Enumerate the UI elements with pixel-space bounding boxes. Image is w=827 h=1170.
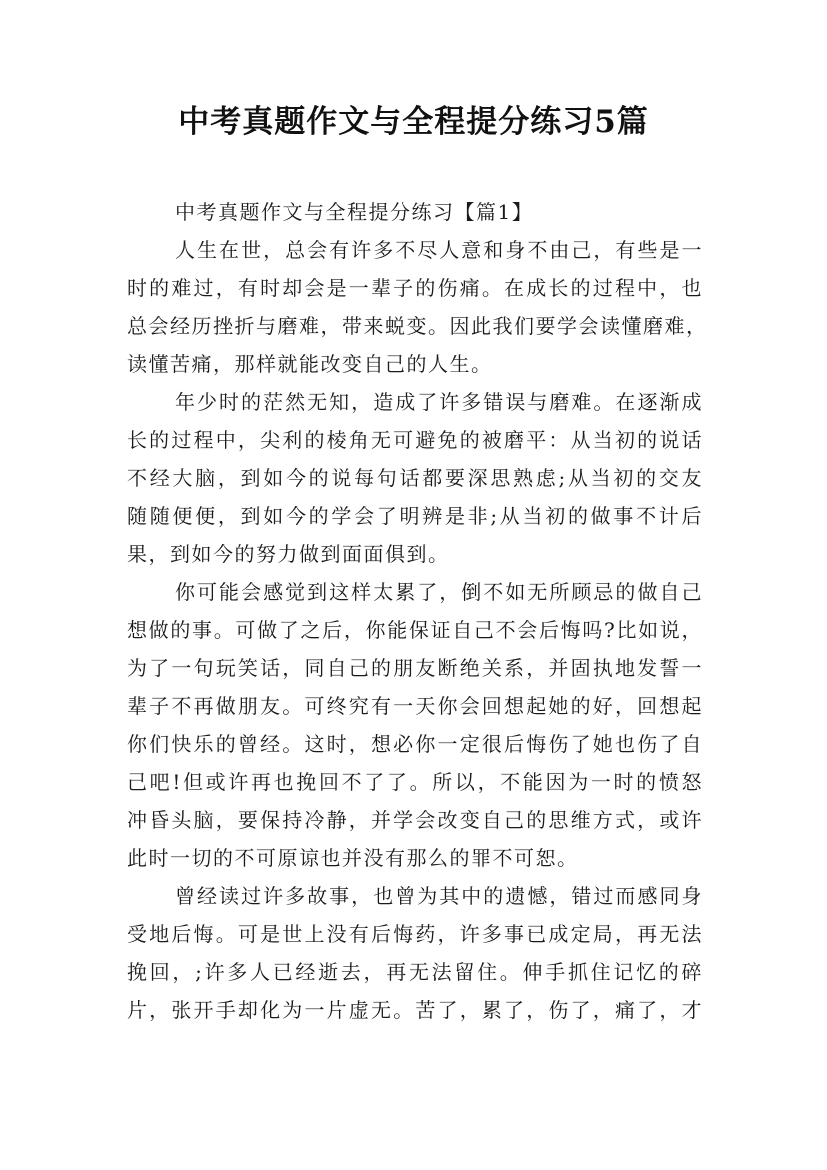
paragraph-line: 辈子不再做朋友。可终究有一天你会回想起她的好，回想起 bbox=[127, 694, 703, 718]
section-heading: 中考真题作文与全程提分练习【篇1】 bbox=[175, 200, 534, 224]
paragraph-line: 挽回，;许多人已经逝去，再无法留住。伸手抓住记忆的碎 bbox=[127, 960, 703, 984]
paragraph-line: 受地后悔。可是世上没有后悔药，许多事已成定局，再无法 bbox=[127, 922, 703, 946]
paragraph-line: 你可能会感觉到这样太累了，倒不如无所顾忌的做自己 bbox=[175, 580, 703, 604]
paragraph-line: 长的过程中，尖利的棱角无可避免的被磨平：从当初的说话 bbox=[127, 428, 703, 452]
paragraph-line: 果，到如今的努力做到面面俱到。 bbox=[127, 542, 450, 566]
paragraph-line: 不经大脑，到如今的说每句话都要深思熟虑;从当初的交友 bbox=[127, 466, 703, 490]
document-title: 中考真题作文与全程提分练习5篇 bbox=[178, 104, 649, 140]
document-body bbox=[127, 193, 708, 1029]
paragraph-4 bbox=[127, 877, 703, 1029]
paragraph-line: 想做的事。可做了之后，你能保证自己不会后悔吗?比如说， bbox=[127, 618, 703, 642]
paragraph-3 bbox=[127, 573, 703, 877]
paragraph-1 bbox=[127, 231, 708, 383]
paragraph-line: 你们快乐的曾经。这时，想必你一定很后悔伤了她也伤了自 bbox=[127, 732, 703, 756]
paragraph-line: 读懂苦痛，那样就能改变自己的人生。 bbox=[127, 352, 493, 376]
paragraph-line: 年少时的茫然无知，造成了许多错误与磨难。在逐渐成 bbox=[175, 390, 703, 414]
paragraph-2 bbox=[127, 383, 703, 573]
paragraph-line: 随随便便，到如今的学会了明辨是非;从当初的做事不计后 bbox=[127, 504, 703, 528]
paragraph-line: 此时一切的不可原谅也并没有那么的罪不可恕。 bbox=[127, 846, 579, 870]
paragraph-line: 为了一句玩笑话，同自己的朋友断绝关系，并固执地发誓一 bbox=[127, 656, 703, 680]
paragraph-line: 时的难过，有时却会是一辈子的伤痛。在成长的过程中，也 bbox=[127, 276, 703, 300]
paragraph-line: 曾经读过许多故事，也曾为其中的遗憾，错过而感同身 bbox=[175, 884, 703, 908]
paragraph-line: 冲昏头脑，要保持冷静，并学会改变自己的思维方式，或许 bbox=[127, 808, 703, 832]
paragraph-line: 人生在世，总会有许多不尽人意和身不由己，有些是一 bbox=[175, 238, 703, 262]
paragraph-line: 总会经历挫折与磨难，带来蜕变。因此我们要学会读懂磨难， bbox=[127, 314, 708, 338]
paragraph-line: 片，张开手却化为一片虚无。苦了，累了，伤了，痛了，才 bbox=[127, 998, 703, 1022]
paragraph-line: 己吧!但或许再也挽回不了了。所以，不能因为一时的愤怒 bbox=[127, 770, 703, 794]
